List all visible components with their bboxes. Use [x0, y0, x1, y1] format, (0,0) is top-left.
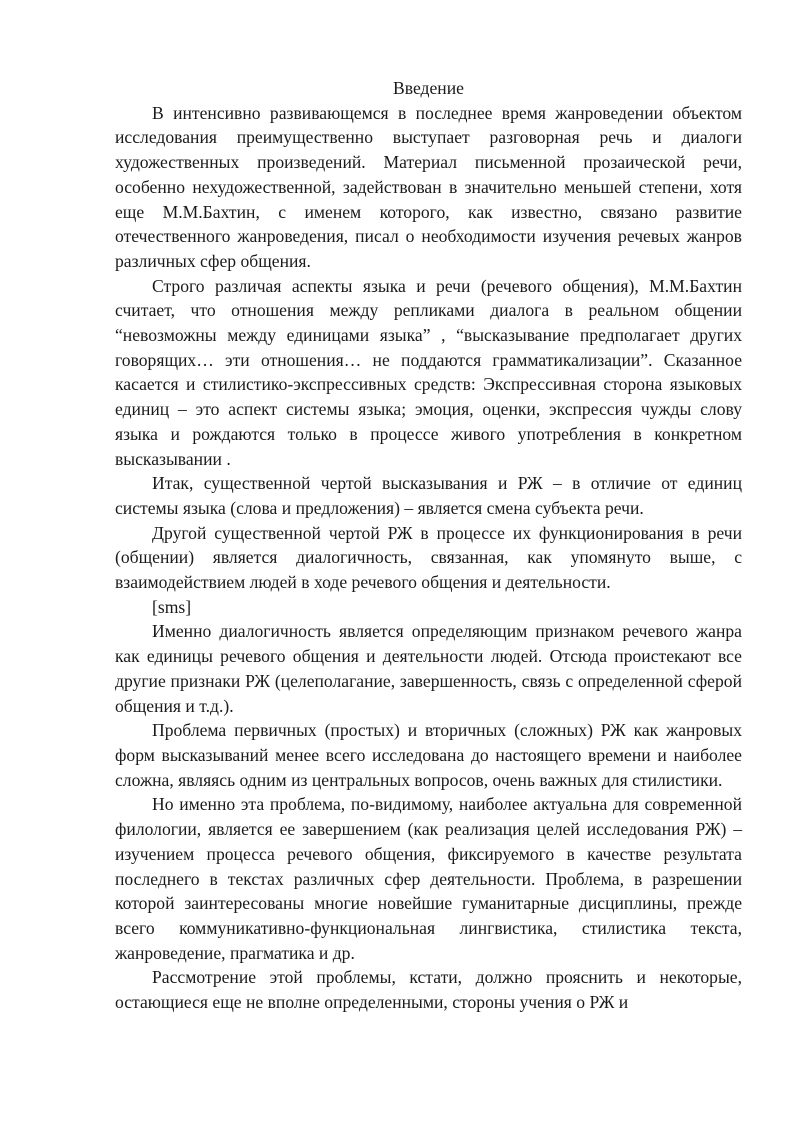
paragraph-6: Именно диалогичность является определяющим признаком речевого жанра как единицы речевого общения и деятельности людей. Отсюда проистекают все другие признаки РЖ (целеполагание, завершенность, связь с определенной сферой общения и т.д.). [115, 621, 742, 716]
paragraph-4: Другой существенной чертой РЖ в процессе их функционирования в речи (общении) является диалогичность, связанная, как упомянуто выше, с взаимодействием людей в ходе речевого общения и деятельности. [115, 522, 742, 593]
document-title: Введение [393, 78, 464, 98]
paragraph-2: Строго различая аспекты языка и речи (речевого общения), М.М.Бахтин считает, что отношения между репликами диалога в реальном общении “невозможны между единицами языка” , “высказывание предполагает других говорящих… эти отношения… не поддаются грамматикализации”. Сказанное касается и стилистико-экспрессивных средств: Экспрессивная сторона языковых единиц – это аспект системы языка; эмоция, оценки, экспрессия чужды слову языка и рождаются только в процессе живого употребления в конкретном высказывании . [115, 275, 742, 469]
document-page [115, 76, 742, 1015]
paragraph-5: [sms] [152, 596, 192, 617]
paragraph-1: В интенсивно развивающемся в последнее время жанроведении объектом исследования преимущественно выступает разговорная речь и диалоги художественных произведений. Материал письменной прозаической речи, особенно нехудожественной, задействован в значительно меньшей степени, хотя еще М.М.Бахтин, с именем которого, как известно, связано развитие отечественного жанроведения, писал о необходимости изучения речевых жанров различных сфер общения. [115, 102, 742, 271]
paragraph-7: Проблема первичных (простых) и вторичных (сложных) РЖ как жанровых форм высказываний менее всего исследована до настоящего времени и наиболее сложна, являясь одним из центральных вопросов, очень важных для стилистики. [115, 720, 742, 790]
paragraph-8: Но именно эта проблема, по-видимому, наиболее актуальна для современной филологии, является ее завершением (как реализация целей исследования РЖ) – изучением процесса речевого общения, фиксируемого в качестве результата последнего в текстах различных сфер деятельности. Проблема, в разрешении которой заинтересованы многие новейшие гуманитарные дисциплины, прежде всего коммуникативно-функциональная лингвистика, стилистика текста, жанроведение, прагматика и др. [115, 794, 742, 963]
paragraph-3: Итак, существенной чертой высказывания и РЖ – в отличие от единиц системы языка (слова и предложения) – является смена субъекта речи. [115, 473, 742, 518]
paragraph-9: Рассмотрение этой проблемы, кстати, должно прояснить и некоторые, остающиеся еще не вполне определенными, стороны учения о РЖ и [115, 967, 742, 1013]
